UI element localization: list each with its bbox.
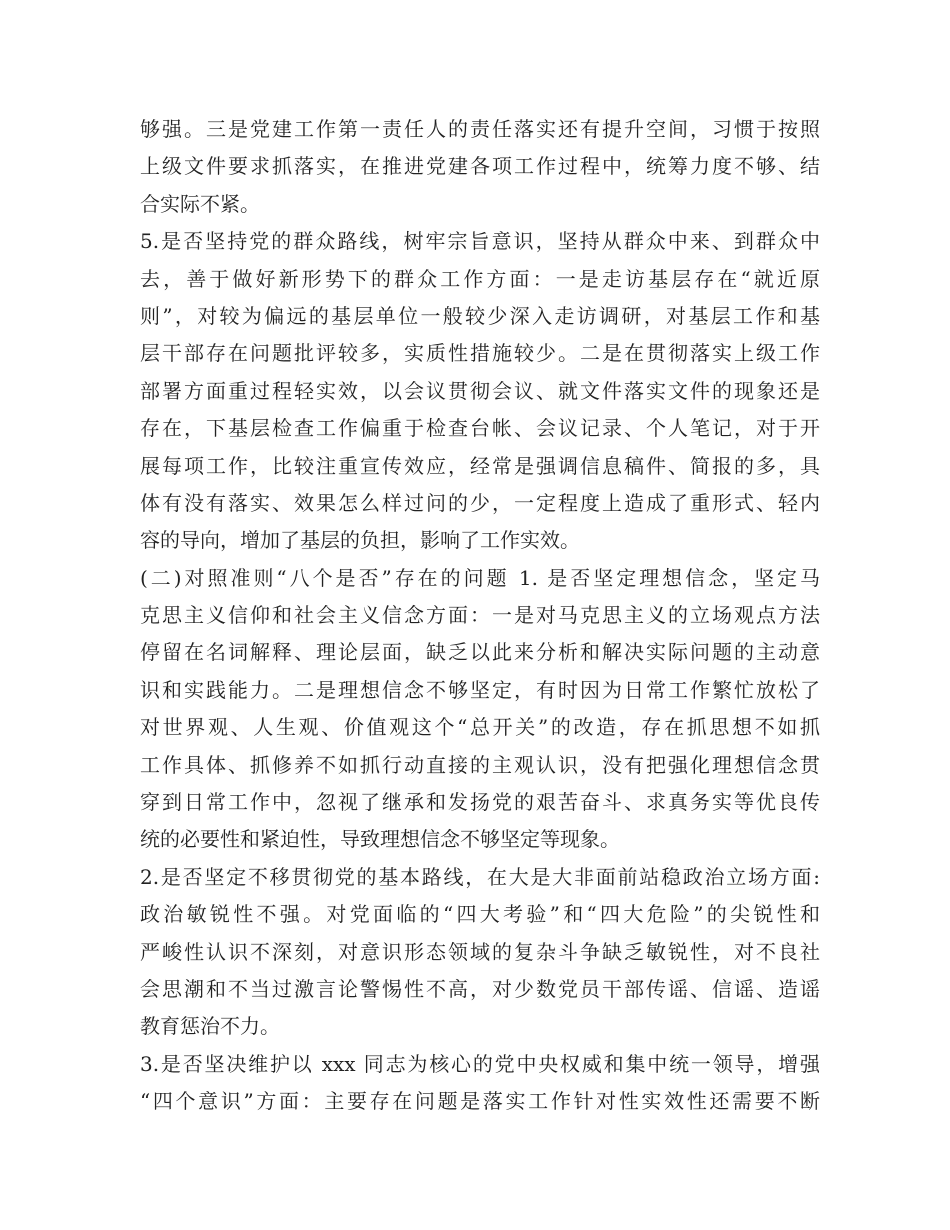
text-line: 展每项工作，比较注重宣传效应，经常是强调信息稿件、简报的多，具 (140, 453, 820, 478)
text-line: 识和实践能力。二是理想信念不够坚定，有时因为日常工作繁忙放松了 (140, 677, 820, 702)
text-line: 对世界观、人生观、价值观这个“总开关”的改造，存在抓思想不如抓 (140, 715, 820, 740)
text-line: 部署方面重过程轻实效，以会议贯彻会议、就文件落实文件的现象还是 (140, 378, 820, 403)
text-line: (二)对照准则“八个是否”存在的问题 1. 是否坚定理想信念，坚定马 (140, 565, 820, 590)
text-line: 合实际不紧。 (140, 191, 260, 216)
text-line: 体有没有落实、效果怎么样过问的少，一定程度上造成了重形式、轻内 (140, 490, 820, 515)
text-line: 上级文件要求抓落实，在推进党建各项工作过程中，统筹力度不够、结 (140, 154, 820, 179)
text-line: 则”，对较为偏远的基层单位一般较少深入走访调研，对基层工作和基 (140, 303, 820, 328)
text-line: 存在，下基层检查工作偏重于检查台帐、会议记录、个人笔记，对于开 (140, 416, 820, 441)
text-line: 教育惩治不力。 (140, 1014, 280, 1039)
text-line: 克思主义信仰和社会主义信念方面：一是对马克思主义的立场观点方法 (140, 603, 820, 628)
text-line: 2.是否坚定不移贯彻党的基本路线，在大是大非面前站稳政治立场方面: (140, 864, 820, 889)
text-line: 去，善于做好新形势下的群众工作方面：一是走访基层存在“就近原 (140, 266, 820, 291)
text-line: “四个意识”方面：主要存在问题是落实工作针对性实效性还需要不断 (140, 1089, 820, 1114)
text-line: 停留在名词解释、理论层面，缺乏以此来分析和解决实际问题的主动意 (140, 640, 820, 665)
document-body (140, 111, 820, 1121)
text-line: 5.是否坚持党的群众路线，树牢宗旨意识，坚持从群众中来、到群众中 (140, 229, 820, 254)
text-line: 容的导向，增加了基层的负担，影响了工作实效。 (140, 528, 580, 553)
text-line: 层干部存在问题批评较多，实质性措施较少。二是在贯彻落实上级工作 (140, 341, 820, 366)
text-line: 工作具体、抓修养不如抓行动直接的主观认识，没有把强化理想信念贯 (140, 752, 820, 777)
text-line: 够强。三是党建工作第一责任人的责任落实还有提升空间，习惯于按照 (140, 117, 820, 141)
text-line: 穿到日常工作中，忽视了继承和发扬党的艰苦奋斗、求真务实等优良传 (140, 790, 820, 815)
text-line: 严峻性认识不深刻，对意识形态领域的复杂斗争缺乏敏锐性，对不良社 (140, 939, 820, 964)
text-line: 会思潮和不当过激言论警惕性不高，对少数党员干部传谣、信谣、造谣 (140, 976, 820, 1001)
text-line: 政治敏锐性不强。对党面临的“四大考验”和“四大危险”的尖锐性和 (140, 902, 820, 927)
text-line: 统的必要性和紧迫性，导致理想信念不够坚定等现象。 (140, 827, 620, 852)
text-line: 3.是否坚决维护以 xxx 同志为核心的党中央权威和集中统一领导，增强 (140, 1051, 820, 1076)
